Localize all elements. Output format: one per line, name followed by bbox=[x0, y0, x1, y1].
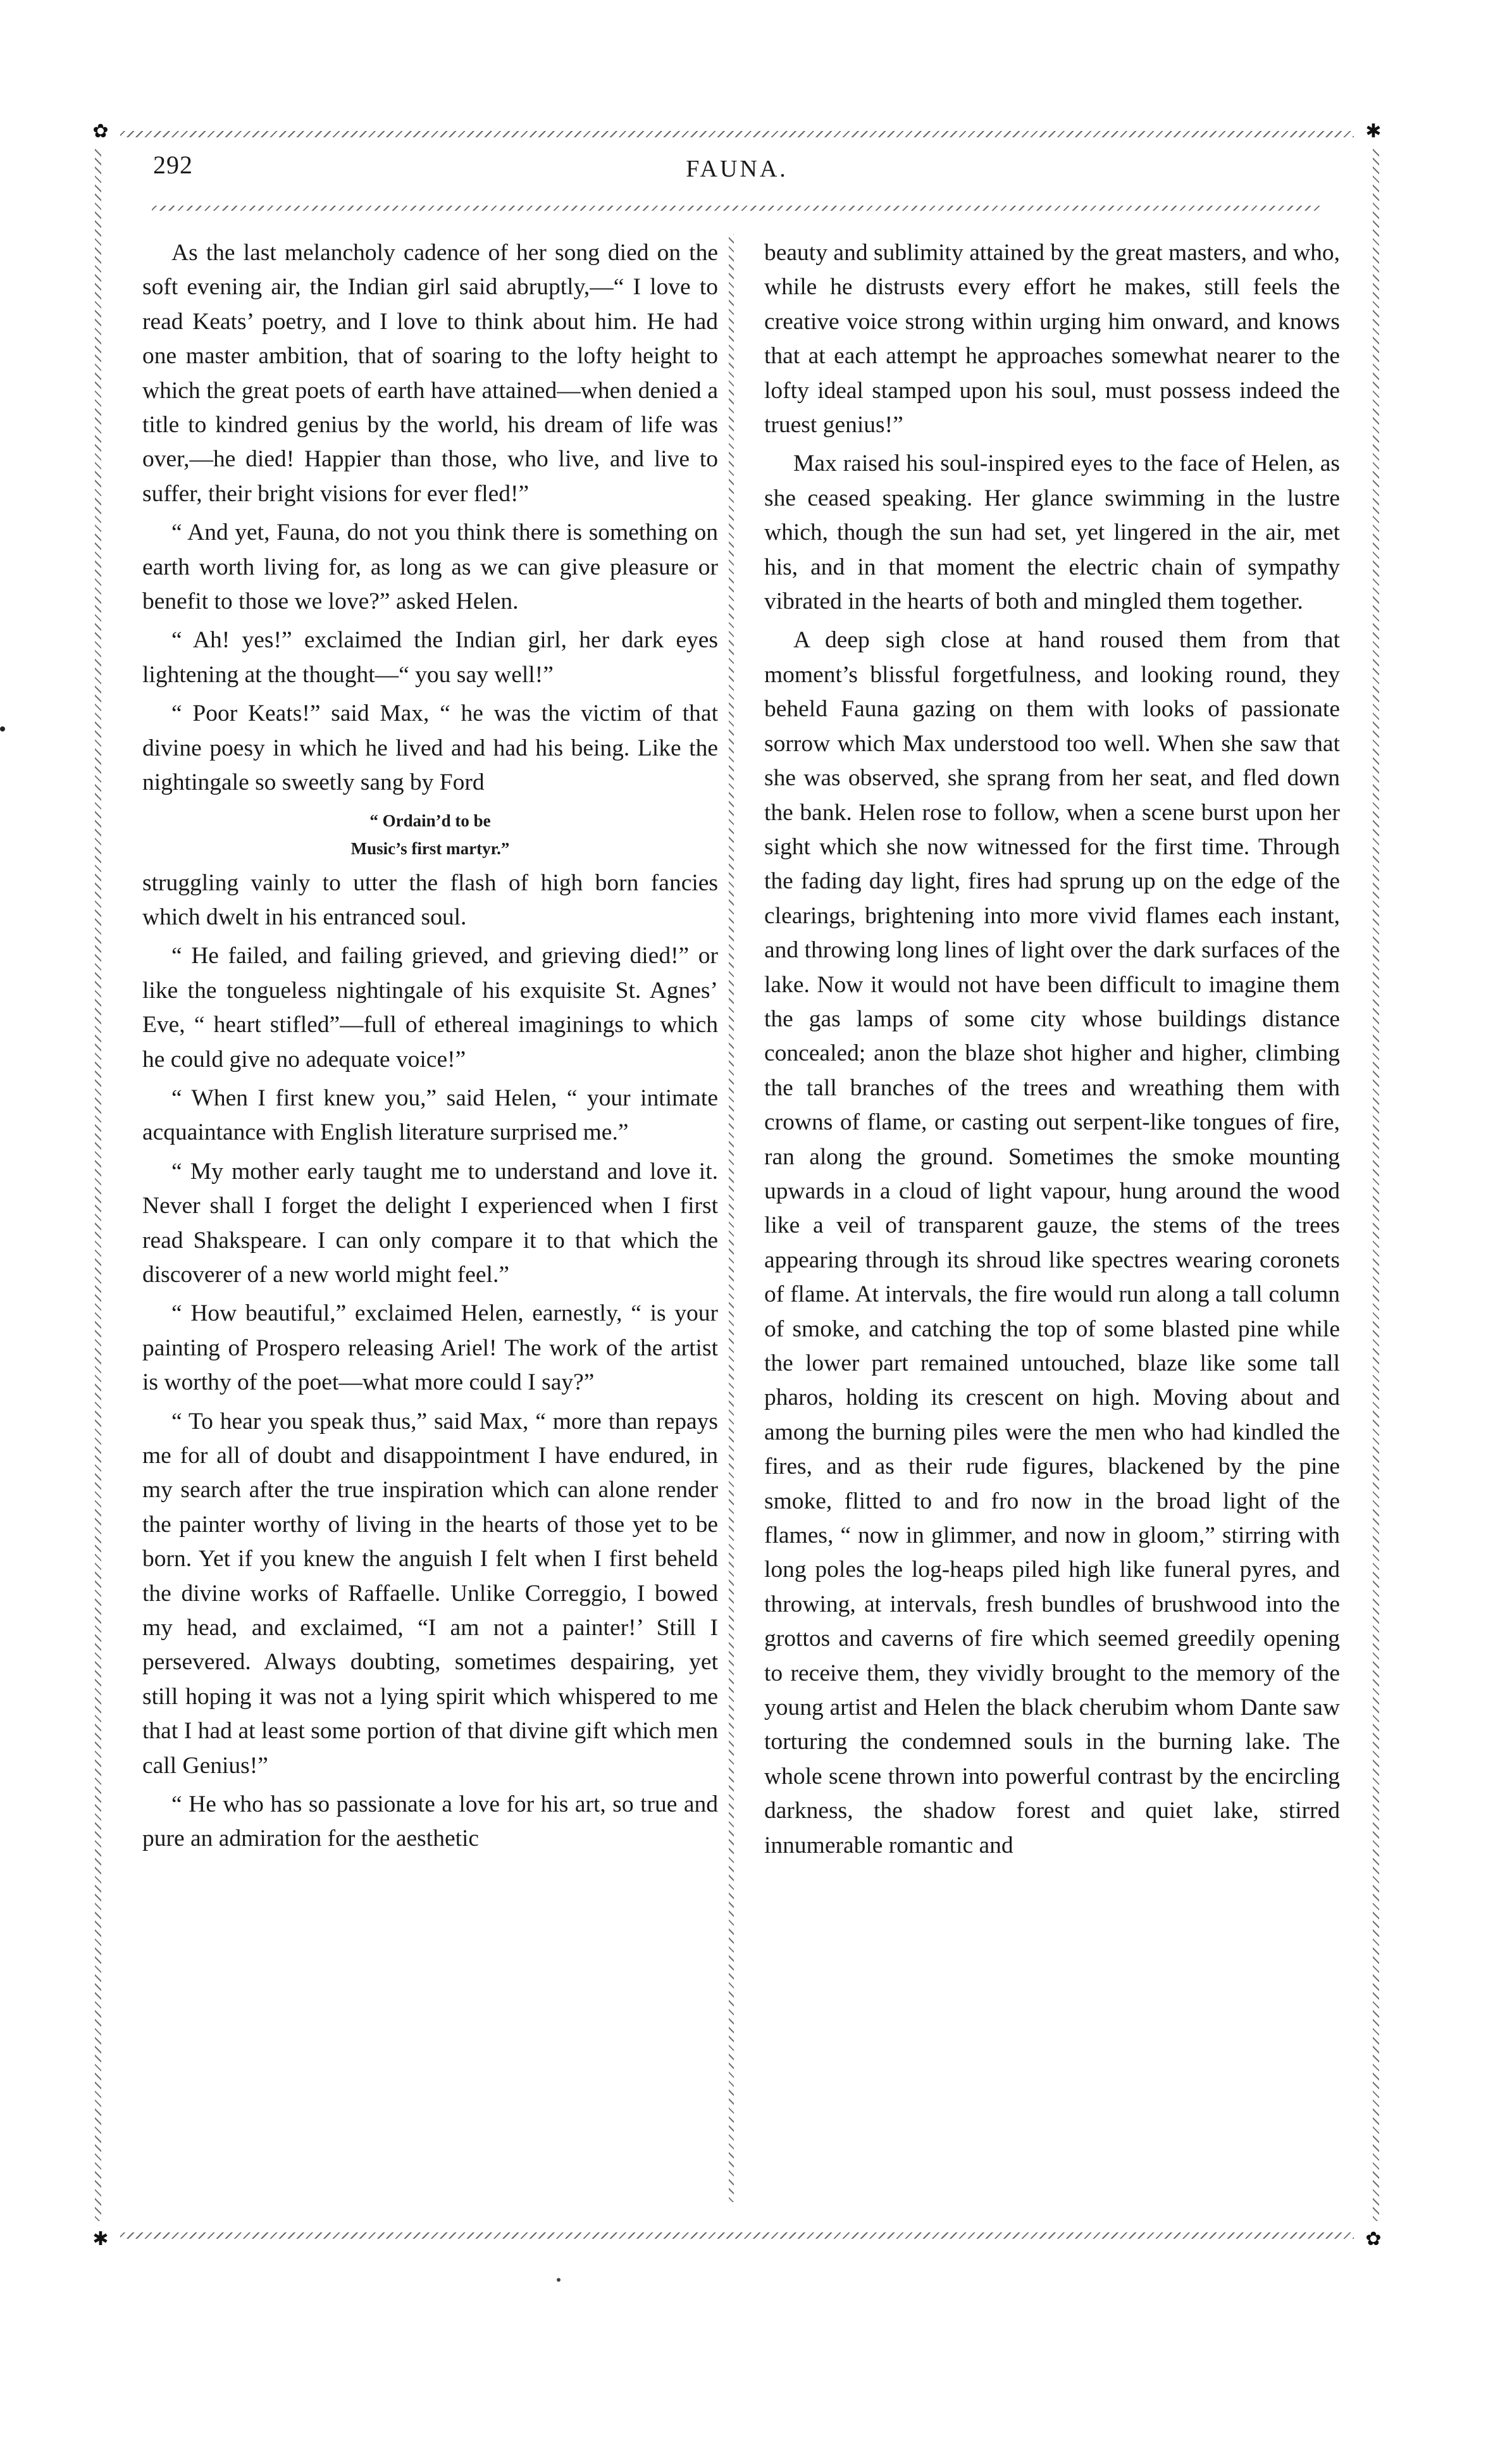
paragraph: “ He failed, and failing grieved, and grieving died!” or like the tongueless nightingale of his exquisite St. Agnes’ Eve, “ heart stifled”—full of ethereal imaginings to which he could give no adequate voice!” bbox=[142, 943, 718, 1073]
paragraph: Max raised his soul-inspired eyes to the face of Helen, as she ceased speaking. Her glance swimming in the lustre which, though the sun had set, yet lingered in the air, met his, and in that moment the electric chain of sympathy vibrated in the hearts of both and mingled them together. bbox=[764, 451, 1340, 615]
bottom-dot bbox=[557, 2278, 561, 2282]
paragraph: “ Ah! yes!” exclaimed the Indian girl, her dark eyes lightening at the thought—“ you say well!” bbox=[142, 627, 718, 688]
page-number: 292 bbox=[153, 151, 193, 179]
page-frame bbox=[92, 121, 1382, 2249]
corner-ornament-icon: ✿ bbox=[92, 121, 109, 142]
top-border-rule bbox=[120, 131, 1354, 137]
paragraph: A deep sigh close at hand roused them from that moment’s blissful forgetfulness, and looking round, they beheld Fauna gazing on them with looks of passionate sorrow which Max understood too well. When she saw that she was observed, she sprang from her seat, and fled down the bank. Helen rose to follow, when a scene burst upon her sight which she now witnessed for the first time. Through the fading day light, fires had sprung up on the edge of the clearings, brightening into more vivid flames each instant, and throwing long lines of light over the dark surfaces of the lake. Now it would not have been difficult to imagine them the gas lamps of some city whose buildings distance concealed; anon the blaze shot higher and higher, climbing the tall branches of the trees and wreathing them with crowns of flame, or casting out serpent-like tongues of fire, ran along the ground. Sometimes the smoke mounting upwards in a cloud of light vapour, hung around the wood like a veil of transparent gauze, the stems of the trees appearing through its shroud like spectres wearing coronets of flame. At intervals, the fire would run along a tall column of smoke, and catching the top of some blasted pine while the lower part remained untouched, blaze like some tall pharos, holding its crescent on high. Moving about and among the burning piles were the men who had kindled the fires, and as their rude figures, blackened by the pine smoke, flitted to and fro now in the broad light of the flames, “ now in glimmer, and now in gloom,” stirring with long poles the log-heaps piled high like funeral pyres, and throwing, at intervals, fresh bundles of brushwood into the grottos and caverns of fire which seemed greedily opening to receive them, they vividly brought to the memory of the young artist and Helen the black cherubim whom Dante saw torturing the condemned souls in the burning lake. The whole scene thrown into powerful contrast by the encircling darkness, the shadow forest and quiet lake, stirred innumerable romantic and bbox=[764, 627, 1340, 1858]
verse-line: “ Ordain’d to be bbox=[369, 811, 491, 830]
header-rule bbox=[152, 206, 1322, 211]
left-border-rule bbox=[95, 149, 101, 2221]
bottom-border-rule bbox=[120, 2232, 1354, 2239]
running-title: FAUNA. bbox=[686, 156, 788, 182]
paragraph: “ Poor Keats!” said Max, “ he was the victim of that divine poesy in which he lived and had his being. Like the nightingale so sweetly sang by Ford bbox=[142, 700, 718, 796]
verse-line: Music’s first martyr.” bbox=[350, 838, 510, 858]
verse-quote bbox=[142, 807, 718, 862]
paragraph: “ How beautiful,” exclaimed Helen, earnestly, “ is your painting of Prospero releasing Ariel! The work of the artist is worthy of the poet—what more could I say?” bbox=[142, 1300, 718, 1396]
paragraph: “ When I first knew you,” said Helen, “ your intimate acquaintance with English literature surprised me.” bbox=[142, 1085, 718, 1146]
right-column bbox=[764, 236, 1340, 2204]
corner-ornament-icon: ✱ bbox=[1365, 121, 1382, 142]
paragraph: “ He who has so passionate a love for his art, so true and pure an admiration for the aesthetic bbox=[142, 1791, 718, 1852]
paragraph: “ My mother early taught me to understand and love it. Never shall I forget the delight I experienced when I first read Shakspeare. I can only compare it to that which the discoverer of a new world might feel.” bbox=[142, 1158, 718, 1288]
margin-mark bbox=[0, 726, 5, 731]
paragraph: struggling vainly to utter the flash of high born fancies which dwelt in his entranced soul. bbox=[142, 869, 718, 930]
corner-ornament-icon: ✿ bbox=[1365, 2229, 1382, 2249]
paragraph: “ And yet, Fauna, do not you think there is something on earth worth living for, as long as we can give pleasure or benefit to those we love?” asked Helen. bbox=[142, 520, 718, 615]
paragraph: As the last melancholy cadence of her song died on the soft evening air, the Indian girl said abruptly,—“ I love to read Keats’ poetry, and I love to think about him. He had one master ambition, that of soaring to the lofty height to which the great poets of earth have attained—when denied a title to kindred genius by the world, his dream of life was over,—he died! Happier than those, who live, and live to suffer, their bright visions for ever fled!” bbox=[142, 240, 718, 507]
paragraph: “ To hear you speak thus,” said Max, “ more than repays me for all of doubt and disappointment I have endured, in my search after the true inspiration which can alone render the painter worthy of living in the hearts of those yet to be born. Yet if you knew the anguish I felt when I first beheld the divine works of Raffaelle. Unlike Correggio, I bowed my head, and exclaimed, “I am not a painter!’ Still I persevered. Always doubting, sometimes despairing, yet still hoping it was not a lying spirit which whispered to me that I had at least some portion of that divine gift which men call Genius!” bbox=[142, 1408, 718, 1779]
corner-ornament-icon: ✱ bbox=[92, 2229, 109, 2249]
left-column bbox=[142, 236, 718, 2204]
column-divider bbox=[729, 234, 734, 2202]
right-border-rule bbox=[1373, 149, 1379, 2221]
paragraph: beauty and sublimity attained by the great masters, and who, while he distrusts every effort he makes, still feels the creative voice strong within urging him onward, and knows that at each attempt he approaches somewhat nearer to the lofty ideal stamped upon his soul, must possess indeed the truest genius!” bbox=[764, 240, 1340, 439]
